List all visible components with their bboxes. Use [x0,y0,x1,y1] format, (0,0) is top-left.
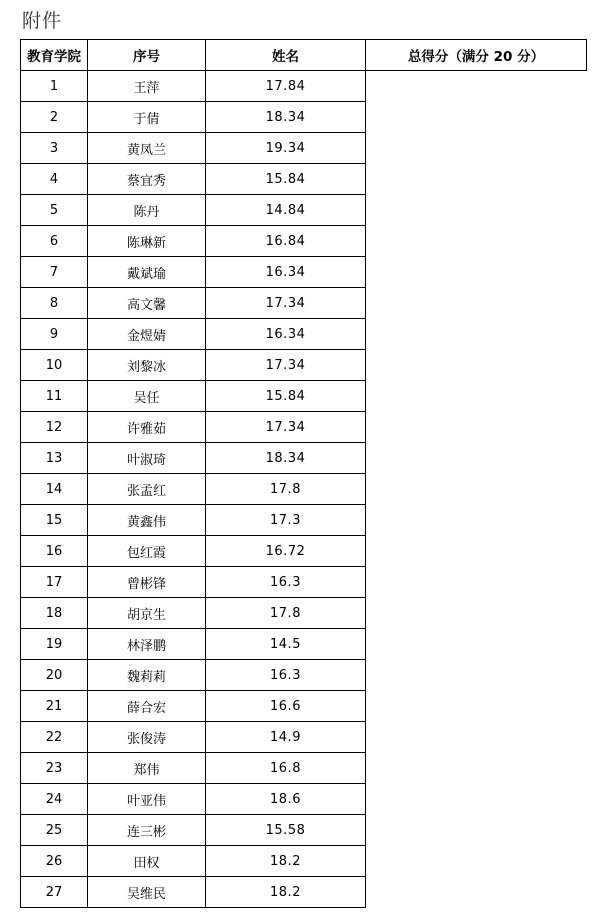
row-name: 蔡宜秀 [88,164,206,195]
row-score: 17.34 [206,288,366,319]
table-row [21,629,587,660]
row-name: 陈丹 [88,195,206,226]
row-name: 黄鑫伟 [88,505,206,536]
row-score: 14.84 [206,195,366,226]
row-score: 18.2 [206,877,366,908]
table-row [21,474,587,505]
row-score: 16.6 [206,691,366,722]
table-row [21,660,587,691]
row-score: 16.72 [206,536,366,567]
table-row [21,877,587,908]
row-no: 2 [21,102,88,133]
table-row [21,784,587,815]
row-no: 12 [21,412,88,443]
header-no: 序号 [88,40,206,71]
row-no: 9 [21,319,88,350]
header-name: 姓名 [206,40,366,71]
row-no: 27 [21,877,88,908]
row-name: 陈琳新 [88,226,206,257]
row-name: 叶淑琦 [88,443,206,474]
row-no: 8 [21,288,88,319]
row-name: 叶亚伟 [88,784,206,815]
table-row [21,753,587,784]
table-row [21,846,587,877]
row-no: 22 [21,722,88,753]
row-score: 15.58 [206,815,366,846]
row-score: 16.3 [206,660,366,691]
table-row [21,722,587,753]
row-name: 于倩 [88,102,206,133]
row-name: 高文馨 [88,288,206,319]
row-score: 16.34 [206,257,366,288]
row-score: 17.84 [206,71,366,102]
row-no: 23 [21,753,88,784]
row-score: 19.34 [206,133,366,164]
row-no: 13 [21,443,88,474]
row-score: 18.6 [206,784,366,815]
row-name: 吴任 [88,381,206,412]
row-score: 14.5 [206,629,366,660]
row-no: 15 [21,505,88,536]
table-row [21,412,587,443]
row-name: 魏莉莉 [88,660,206,691]
row-no: 18 [21,598,88,629]
row-no: 24 [21,784,88,815]
row-name: 金煜婧 [88,319,206,350]
table-row [21,505,587,536]
row-score: 16.8 [206,753,366,784]
table-row [21,257,587,288]
row-name: 林泽鹏 [88,629,206,660]
row-score: 17.34 [206,350,366,381]
row-name: 郑伟 [88,753,206,784]
row-name: 戴斌瑜 [88,257,206,288]
row-score: 17.3 [206,505,366,536]
row-score: 14.9 [206,722,366,753]
attachment-label: 附件 [22,10,63,32]
row-no: 19 [21,629,88,660]
table-row [21,195,587,226]
row-name: 连三彬 [88,815,206,846]
row-no: 26 [21,846,88,877]
row-name: 吴维民 [88,877,206,908]
row-no: 1 [21,71,88,102]
row-no: 25 [21,815,88,846]
college-char: 院 [67,49,81,65]
row-score: 15.84 [206,381,366,412]
college-char: 育 [40,49,54,65]
table-row [21,536,587,567]
row-no: 14 [21,474,88,505]
table-row [21,319,587,350]
table-row [21,567,587,598]
row-score: 17.8 [206,474,366,505]
row-score: 17.8 [206,598,366,629]
row-name: 田权 [88,846,206,877]
table-body [21,71,587,908]
row-name: 胡京生 [88,598,206,629]
row-no: 4 [21,164,88,195]
row-name: 薛合宏 [88,691,206,722]
table-header-row [21,40,587,71]
row-no: 7 [21,257,88,288]
row-score: 18.34 [206,443,366,474]
row-name: 王萍 [88,71,206,102]
header-score: 总得分（满分 20 分） [366,40,587,71]
row-score: 15.84 [206,164,366,195]
college-char: 教 [27,49,41,65]
row-name: 包红霞 [88,536,206,567]
table-row [21,443,587,474]
row-no: 10 [21,350,88,381]
college-char: 学 [54,49,68,65]
row-no: 5 [21,195,88,226]
row-score: 17.34 [206,412,366,443]
table-row [21,133,587,164]
table-row [21,598,587,629]
row-name: 张孟红 [88,474,206,505]
row-no: 6 [21,226,88,257]
table-row [21,350,587,381]
score-table [20,39,587,908]
college-header-cell [21,40,88,71]
row-score: 18.2 [206,846,366,877]
row-name: 张俊涛 [88,722,206,753]
row-no: 17 [21,567,88,598]
table-row [21,815,587,846]
row-no: 11 [21,381,88,412]
row-name: 刘黎冰 [88,350,206,381]
row-name: 黄凤兰 [88,133,206,164]
row-no: 20 [21,660,88,691]
row-score: 16.34 [206,319,366,350]
table-row [21,381,587,412]
row-no: 3 [21,133,88,164]
row-name: 曾彬锋 [88,567,206,598]
table-row [21,288,587,319]
row-name: 许雅茹 [88,412,206,443]
row-score: 16.84 [206,226,366,257]
table-row [21,164,587,195]
table-row [21,71,587,102]
row-no: 21 [21,691,88,722]
row-score: 16.3 [206,567,366,598]
table-row [21,226,587,257]
table-row [21,691,587,722]
row-score: 18.34 [206,102,366,133]
row-no: 16 [21,536,88,567]
table-row [21,102,587,133]
